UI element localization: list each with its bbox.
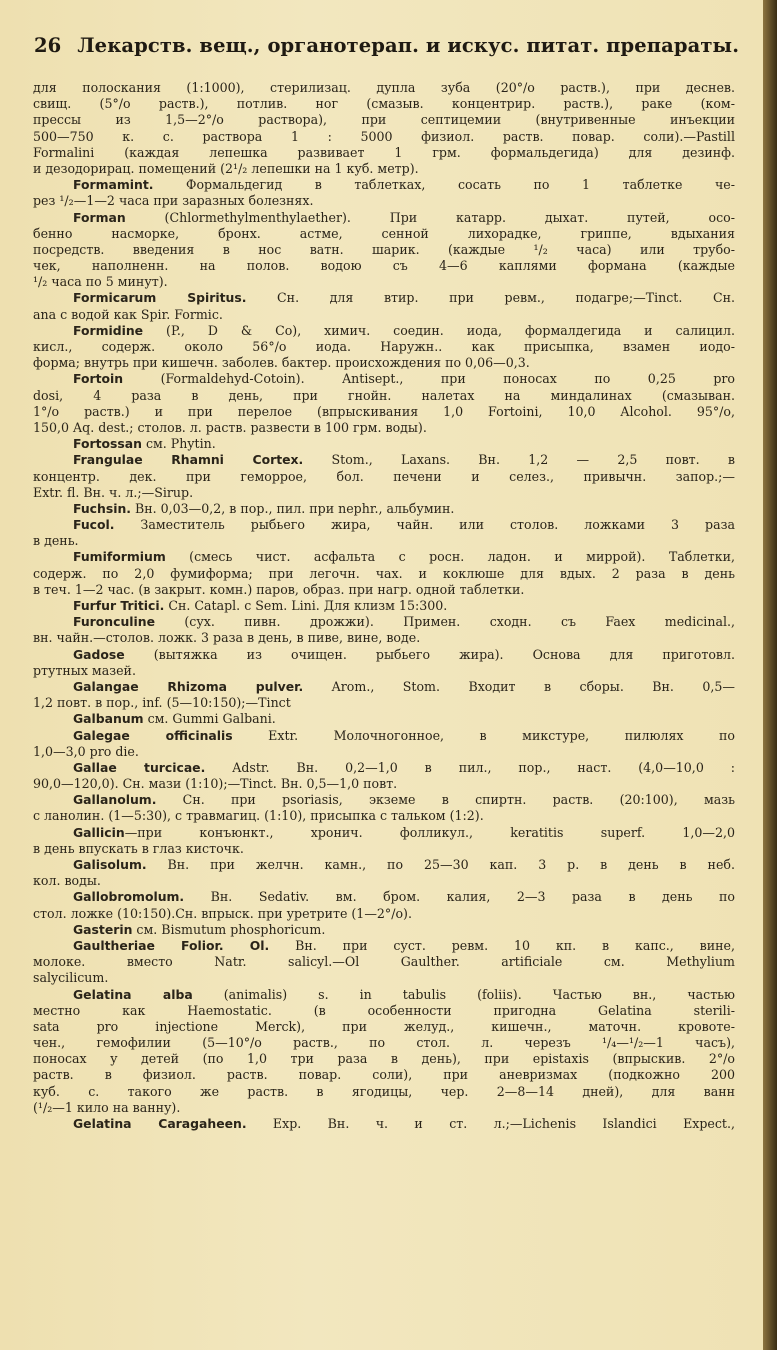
line-text: см. Phytin. — [141, 436, 216, 452]
text-line — [33, 1019, 735, 1035]
line-text: Заместитель рыбьего жира, чайн. или столов. ложками 3 раза — [114, 517, 735, 533]
line-text: см. Bismutum phosphoricum. — [132, 921, 326, 937]
line-text: прессы из 1,5—2°/o раствора), при септицемии (внутривенные инъекции — [33, 112, 735, 128]
line-text: в теч. 1—2 час. (в закрыт. комн.) паров, образ. при нагр. одной таблетки. — [33, 581, 525, 597]
text-line — [33, 371, 735, 387]
entry-headword: Fumiformium — [73, 549, 166, 565]
line-text: молоке. вместо Natr. salicyl.—Ol Gaulther. artificiale см. Methylium — [33, 954, 735, 970]
entry-headword: Formicarum Spiritus. — [73, 290, 247, 306]
line-text: Formalini (каждая лепешка развивает 1 грм. формальдегида) для дезинф. — [33, 144, 735, 160]
text-line — [33, 760, 735, 776]
line-text: salycilicum. — [33, 970, 109, 986]
line-text: Формальдегид в таблетках, сосать по 1 таблетке че- — [153, 177, 735, 193]
text-line — [33, 112, 735, 128]
text-line — [33, 452, 735, 468]
text-line — [33, 679, 735, 695]
running-title: Лекарств. вещ., органотерап. и искус. питат. препараты. — [77, 34, 740, 57]
text-line — [33, 290, 735, 306]
line-text: Arom., Stom. Входит в сборы. Вн. 0,5— — [303, 678, 735, 694]
line-text: 500—750 к. с. раствора 1 : 5000 физиол. раств. повар. соли).—Pastill — [33, 128, 735, 144]
line-text: (Formaldehyd-Cotoin). Antisept., при поносах по 0,25 pro — [123, 371, 735, 387]
text-line — [33, 598, 735, 614]
text-line — [33, 728, 735, 744]
line-text: кисл., содерж. около 56°/o иода. Наружн.. как присыпка, взамен иодо- — [33, 339, 735, 354]
text-line — [33, 404, 735, 420]
line-text: Extr. fl. Вн. ч. л.;—Sirup. — [33, 484, 194, 500]
text-line — [33, 226, 735, 242]
line-text: 150,0 Aq. dest.; столов. л. раств. развести в 100 грм. воды). — [33, 419, 427, 435]
line-text: ¹/₂ часа по 5 минут). — [33, 274, 168, 290]
entry-headword: Gadose — [73, 646, 125, 662]
text-line — [33, 161, 735, 177]
text-line — [33, 1067, 735, 1083]
text-line — [33, 954, 735, 970]
line-text: стол. ложке (10:150).Сн. впрыск. при уретрите (1—2°/o). — [33, 905, 412, 921]
text-line — [33, 258, 735, 274]
line-text: бенно насморке, бронх. астме, сенной лихорадке, гриппе, вдыхания — [33, 225, 735, 241]
text-line — [33, 1084, 735, 1100]
text-line — [33, 938, 735, 954]
text-line — [33, 1051, 735, 1067]
text-line — [33, 549, 735, 565]
entry-headword: Gaultheriae Folior. Ol. — [73, 937, 270, 953]
text-line — [33, 388, 735, 404]
text-line — [33, 695, 735, 711]
line-text: и дезодорирац. помещений (2¹/₂ лепешки на 1 куб. метр). — [33, 160, 419, 176]
entry-headword: Fuchsin. — [73, 500, 131, 516]
line-text: свищ. (5°/o раств.), потлив. ног (смазыв. концентрир. раств.), раке (ком- — [33, 96, 735, 112]
text-line — [33, 808, 735, 824]
line-text: Exp. Вн. ч. и ст. л.;—Lichenis Islandici Expect., — [246, 1116, 735, 1131]
text-line — [33, 906, 735, 922]
text-line — [33, 889, 735, 905]
text-line — [33, 242, 735, 258]
line-text: Extr. Молочногонное, в микстуре, пилюлях по — [232, 727, 735, 743]
entry-headword: Gallicin — [73, 824, 125, 840]
line-text: Сн. при psoriasis, экземе в спиртн. раств. (20:100), мазь — [156, 792, 735, 808]
text-line — [33, 1116, 735, 1132]
line-text: Сн. Catapl. с Sem. Lini. Для клизм 15:300. — [164, 598, 448, 613]
entry-headword: Fortoin — [73, 371, 124, 387]
line-text: см. Gummi Galbani. — [143, 711, 276, 727]
line-text: (animalis) s. in tabulis (foliis). Частью вн., частью — [192, 986, 735, 1002]
line-text: раств. в физиол. раств. повар. соли), при аневризмах (подкожно 200 — [33, 1067, 735, 1083]
text-line — [33, 193, 735, 209]
line-text: dosi, 4 раза в день, при гнойн. налетах на миндалинах (смазыван. — [33, 387, 735, 403]
text-line — [33, 987, 735, 1003]
line-text: Вн. Sedativ. вм. бром. калия, 2—3 раза в день по — [184, 889, 735, 905]
line-text: Adstr. Вн. 0,2—1,0 в пил., пор., наст. (4,0—10,0 : — [205, 759, 735, 775]
line-text: Вн. при желчн. камн., по 25—30 кап. 3 р. в день в неб. — [146, 857, 735, 872]
line-text: поносах у детей (по 1,0 три раза в день), при epistaxis (впрыскив. 2°/o — [33, 1051, 735, 1067]
line-text: форма; внутрь при кишечн. заболев. бактер. происхождения по 0,06—0,3. — [33, 355, 530, 371]
entry-headword: Furfur Tritici. — [73, 598, 165, 613]
entry-headword: Furonculine — [73, 614, 155, 630]
entry-headword: Galbanum — [73, 711, 144, 727]
text-line — [33, 841, 735, 857]
line-text: 1°/o раств.) и при перелое (впрыскивания 1,0 Fortoini, 10,0 Alcohol. 95°/o, — [33, 403, 735, 419]
text-line — [33, 533, 735, 549]
text-line — [33, 970, 735, 986]
line-text: чен., гемофилии (5—10°/o раств., по стол. л. черезъ ¹/₄—¹/₂—1 часъ), — [33, 1035, 735, 1051]
line-text: содерж. по 2,0 фумиформа; при легочн. чах. и коклюше для вдых. 2 раза в день — [33, 565, 735, 581]
line-text: ana с водой как Spir. Formic. — [33, 306, 223, 322]
text-line — [33, 517, 735, 533]
text-line — [33, 857, 735, 873]
entry-headword: Galisolum. — [73, 857, 147, 872]
text-line — [33, 274, 735, 290]
text-line — [33, 825, 735, 841]
line-text: sata pro injectione Merck), при желуд., кишечн., маточн. кровоте- — [33, 1018, 735, 1034]
text-line — [33, 663, 735, 679]
text-line — [33, 647, 735, 663]
entry-headword: Fucol. — [73, 517, 115, 533]
entry-headword: Fortossan — [73, 436, 142, 452]
text-line — [33, 485, 735, 501]
text-line — [33, 582, 735, 598]
line-text: (смесь чист. асфальта с росн. ладон. и миррой). Таблетки, — [165, 549, 735, 565]
line-text: концентр. дек. при геморрое, бол. печени и селез., привычн. запор.;— — [33, 468, 735, 484]
entry-headword: Gallanolum. — [73, 792, 157, 808]
text-line — [33, 792, 735, 808]
page-body — [33, 80, 735, 1132]
text-line — [33, 339, 735, 355]
text-line — [33, 630, 735, 646]
line-text: в день. — [33, 533, 79, 549]
text-line — [33, 436, 735, 452]
entry-headword: Gelatina alba — [73, 986, 193, 1002]
line-text: Вн. 0,03—0,2, в пор., пил. при nephr., альбумин. — [130, 500, 455, 516]
text-line — [33, 1003, 735, 1019]
line-text: (вытяжка из очищен. рыбьего жира). Основа для приготовл. — [124, 646, 735, 662]
text-line — [33, 80, 735, 96]
text-line — [33, 922, 735, 938]
line-text: местно как Haemostatic. (в особенности пригодна Gelatina sterili- — [33, 1002, 735, 1018]
text-line — [33, 129, 735, 145]
line-text: в день впускать в глаз кисточк. — [33, 840, 244, 856]
text-line — [33, 711, 735, 727]
line-text: (сух. пивн. дрожжи). Примен. сходн. съ Faex medicinal., — [155, 614, 735, 630]
entry-headword: Formamint. — [73, 177, 154, 193]
line-text: Вн. при суст. ревм. 10 кп. в капс., вине, — [269, 937, 735, 953]
text-line — [33, 420, 735, 436]
line-text: 90,0—120,0). Сн. мази (1:10);—Tinct. Вн. 0,5—1,0 повт. — [33, 776, 398, 792]
text-line — [33, 210, 735, 226]
text-line — [33, 145, 735, 161]
text-line — [33, 323, 735, 339]
text-line — [33, 614, 735, 630]
entry-headword: Frangulae Rhamni Cortex. — [73, 452, 304, 468]
line-text: чек, наполненн. на полов. водою съ 4—6 каплями формана (каждые — [33, 258, 735, 274]
text-line — [33, 873, 735, 889]
line-text: вн. чайн.—столов. ложк. 3 раза в день, в пиве, вине, воде. — [33, 630, 421, 646]
text-line — [33, 744, 735, 760]
line-text: (¹/₂—1 кило на ванну). — [33, 1099, 181, 1115]
line-text: рез ¹/₂—1—2 часа при заразных болезнях. — [33, 193, 314, 209]
line-text: кол. воды. — [33, 873, 101, 889]
text-line — [33, 355, 735, 371]
page-number: 26 — [34, 34, 62, 57]
line-text: (P., D & Co), химич. соедин. иода, формалдегида и салицил. — [143, 322, 735, 338]
entry-headword: Galangae Rhizoma pulver. — [73, 678, 304, 694]
line-text: 1,2 повт. в пор., inf. (5—10:150);—Tinct — [33, 695, 291, 711]
entry-headword: Gasterin — [73, 921, 133, 937]
text-line — [33, 307, 735, 323]
text-line — [33, 566, 735, 582]
line-text: с ланолин. (1—5:30), с травмагиц. (1:10), присыпка с тальком (1:2). — [33, 808, 484, 824]
text-line — [33, 96, 735, 112]
text-line — [33, 469, 735, 485]
entry-headword: Gallobromolum. — [73, 889, 185, 905]
text-line — [33, 501, 735, 517]
text-line — [33, 177, 735, 193]
entry-headword: Gelatina Caragaheen. — [73, 1116, 247, 1131]
entry-headword: Galegae officinalis — [73, 727, 233, 743]
line-text: для полоскания (1:1000), стерилизац. дупла зуба (20°/o раств.), при деснев. — [33, 80, 735, 95]
line-text: посредств. введения в нос ватн. шарик. (каждые ¹/₂ часа) или трубо- — [33, 241, 735, 257]
text-line — [33, 1100, 735, 1116]
running-header — [34, 34, 754, 57]
text-line — [33, 1035, 735, 1051]
entry-headword: Forman — [73, 209, 126, 225]
line-text: —при конъюнкт., хронич. фолликул., keratitis superf. 1,0—2,0 — [124, 824, 735, 840]
line-text: (Chlormethylmenthylaether). При катарр. дыхат. путей, осо- — [125, 209, 735, 225]
entry-headword: Gallae turcicae. — [73, 759, 206, 775]
entry-headword: Formidine — [73, 322, 144, 338]
line-text: ртутных мазей. — [33, 662, 136, 678]
line-text: 1,0—3,0 pro die. — [33, 743, 139, 759]
line-text: куб. с. такого же раств. в ягодицы, чер. 2—8—14 дней), для ванн — [33, 1083, 735, 1099]
page-edge-shadow — [763, 0, 777, 1350]
line-text: Сн. для втир. при ревм., подагре;—Tinct. Сн. — [246, 290, 735, 306]
text-line — [33, 776, 735, 792]
line-text: Stom., Laxans. Вн. 1,2 — 2,5 повт. в — [303, 452, 735, 468]
